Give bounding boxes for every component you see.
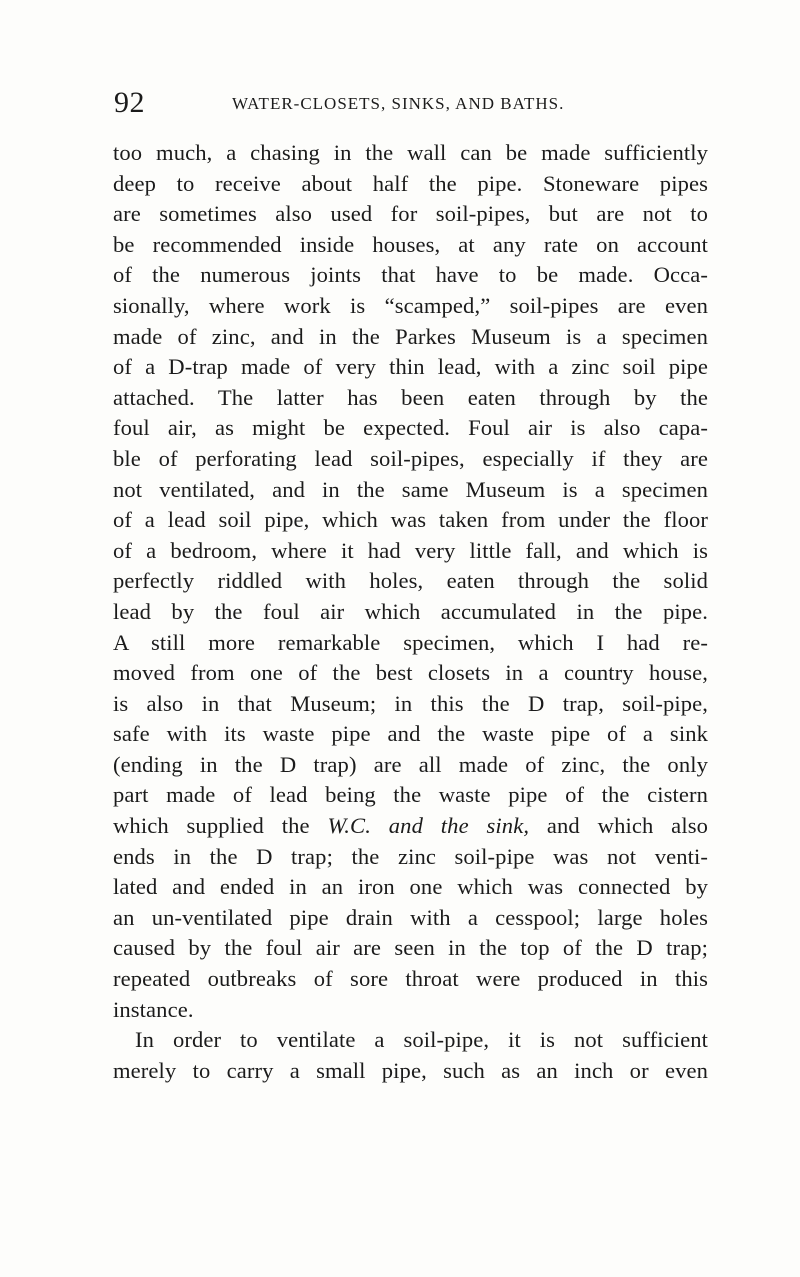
text-line: ends in the D trap; the zinc soil-pipe was not venti-: [113, 843, 708, 869]
text-line: made of zinc, and in the Parkes Museum is a specimen: [113, 323, 708, 349]
text-line: not ventilated, and in the same Museum is a specimen: [113, 476, 708, 502]
text-line: foul air, as might be expected. Foul air is also capa-: [113, 415, 708, 441]
text-line: moved from one of the best closets in a country house,: [113, 660, 708, 686]
text-line: an un-ventilated pipe drain with a cesspool; large holes: [113, 904, 708, 930]
text-line: caused by the foul air are seen in the top of the D trap;: [113, 935, 708, 961]
text-line: are sometimes also used for soil-pipes, but are not to: [113, 201, 708, 227]
text-line: of a D-trap made of very thin lead, with a zinc soil pipe: [113, 354, 708, 380]
page-number: 92: [114, 86, 145, 119]
text-line: too much, a chasing in the wall can be made sufficiently: [113, 140, 708, 165]
text-line: is also in that Museum; in this the D trap, soil-pipe,: [113, 690, 708, 716]
text-line: of a bedroom, where it had very little fall, and which is: [113, 537, 708, 563]
text-line: lead by the foul air which accumulated in the pipe.: [113, 598, 708, 624]
text-line: be recommended inside houses, at any rate on account: [113, 231, 708, 257]
text-line: ble of perforating lead soil-pipes, especially if they are: [113, 445, 708, 471]
text-line: merely to carry a small pipe, such as an inch or even: [113, 1057, 708, 1083]
text-line: In order to ventilate a soil-pipe, it is not sufficient: [135, 1027, 708, 1053]
running-head: WATER-CLOSETS, SINKS, AND BATHS.: [232, 94, 565, 113]
text-line: attached. The latter has been eaten through by the: [113, 384, 708, 410]
page-header: [114, 86, 714, 126]
text-fragment: which supplied the: [113, 813, 328, 839]
text-line: lated and ended in an iron one which was connected by: [113, 874, 708, 900]
text-line: part made of lead being the waste pipe of the cistern: [113, 782, 708, 808]
text-line: safe with its waste pipe and the waste pipe of a sink: [113, 721, 708, 747]
text-line: deep to receive about half the pipe. Stoneware pipes: [113, 170, 708, 196]
text-line: of the numerous joints that have to be made. Occa-: [113, 262, 708, 288]
body-text: [113, 138, 708, 1086]
text-line: of a lead soil pipe, which was taken from under the floor: [113, 507, 708, 533]
text-line: A still more remarkable specimen, which I had re-: [113, 629, 708, 655]
text-fragment: and which also: [529, 813, 708, 839]
text-line: (ending in the D trap) are all made of zinc, the only: [113, 751, 708, 777]
text-line: instance.: [113, 996, 194, 1022]
text-line: sionally, where work is “scamped,” soil-pipes are even: [113, 292, 708, 318]
text-line: perfectly riddled with holes, eaten through the solid: [113, 568, 708, 594]
italic-fragment: W.C. and the sink,: [327, 813, 530, 839]
text-line: repeated outbreaks of sore throat were produced in this: [113, 966, 708, 992]
text-line-with-italic: [113, 811, 708, 842]
